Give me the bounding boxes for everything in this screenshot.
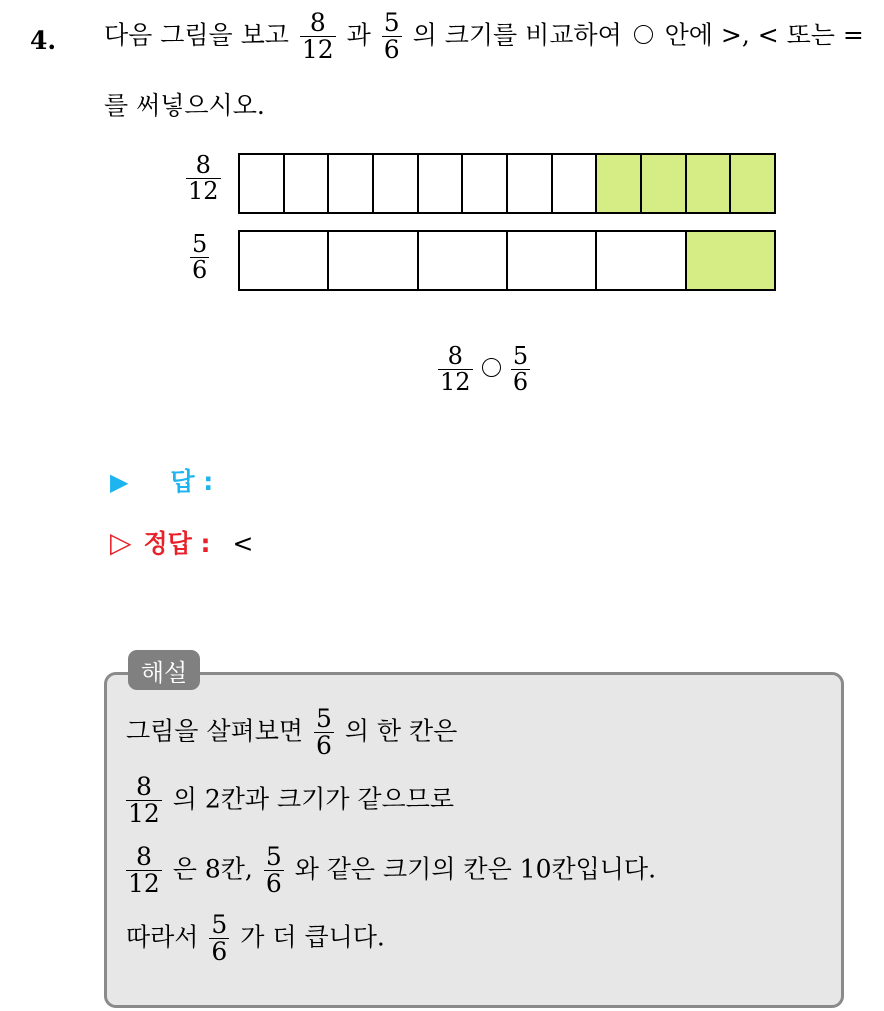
answer-row (110, 462, 213, 498)
explanation-fraction: $\frac{5}{6}$ (211, 910, 228, 967)
question-number: 4. (30, 26, 57, 55)
explanation-line-2: $\frac{8}{12}$ 의 2칸과 크기가 같으므로 (128, 772, 455, 829)
bar-cell (597, 232, 686, 289)
bar-cell (687, 232, 774, 289)
comparison-expression (438, 344, 530, 395)
bar-cell (508, 232, 597, 289)
question-suffix: 안에 >, < 또는 = (664, 20, 864, 50)
bar-cell (240, 155, 285, 212)
compare-left-fraction: $\frac{8}{12}$ (440, 342, 471, 397)
compare-right-fraction: $\frac{5}{6}$ (512, 342, 529, 397)
bar-cell (419, 155, 464, 212)
explanation-fraction: $\frac{5}{6}$ (265, 842, 282, 899)
explanation-line-3: $\frac{8}{12}$ 은 8칸, $\frac{5}{6}$ 와 같은 크기의 칸은 10칸입니다. (128, 842, 657, 899)
bar1-label: $\frac{8}{12}$ (188, 151, 219, 206)
bar-cell (240, 232, 329, 289)
bar2-label: $\frac{5}{6}$ (192, 230, 208, 285)
explanation-fraction: $\frac{8}{12}$ (128, 772, 160, 829)
compare-circle-icon (482, 358, 501, 377)
bar-cell (329, 155, 374, 212)
correct-answer-row (110, 524, 253, 560)
bar-cell (374, 155, 419, 212)
explanation-fraction: $\frac{8}{12}$ (128, 842, 160, 899)
fraction-5-6: $\frac{5}{6}$ (383, 8, 400, 65)
fraction-8-12: $\frac{8}{12}$ (301, 8, 334, 65)
answer-label: 답 : (170, 467, 214, 496)
correct-answer-label: 정답 : (143, 529, 211, 558)
bar-cell (687, 155, 732, 212)
bar-cell (731, 155, 774, 212)
explanation-line-4: 따라서 $\frac{5}{6}$ 가 더 큽니다. (126, 910, 385, 967)
fraction-bar-6 (238, 230, 776, 291)
bar-cell (553, 155, 598, 212)
outline-triangle-icon: ▷ (110, 526, 132, 559)
bar-cell (285, 155, 330, 212)
question-prefix: 다음 그림을 보고 (104, 20, 289, 50)
bar-cell (419, 232, 508, 289)
play-triangle-icon: ▶ (110, 468, 129, 496)
question-middle: 의 크기를 비교하여 (412, 20, 622, 50)
question-line-1 (104, 10, 864, 64)
fraction-bar-12 (238, 153, 776, 214)
bar-cell (508, 155, 553, 212)
question-line-2: 를 써넣으시오. (104, 91, 265, 120)
bar-cell (642, 155, 687, 212)
explanation-line-1: 그림을 살펴보면 $\frac{5}{6}$ 의 한 칸은 (126, 704, 458, 761)
circle-icon (634, 25, 653, 44)
bar-cell (597, 155, 642, 212)
explanation-tab: 해설 (128, 650, 200, 690)
question-connector: 과 (346, 20, 371, 50)
bar-cell (329, 232, 418, 289)
explanation-fraction: $\frac{5}{6}$ (315, 704, 332, 761)
correct-answer-value: < (232, 529, 254, 558)
bar-cell (463, 155, 508, 212)
